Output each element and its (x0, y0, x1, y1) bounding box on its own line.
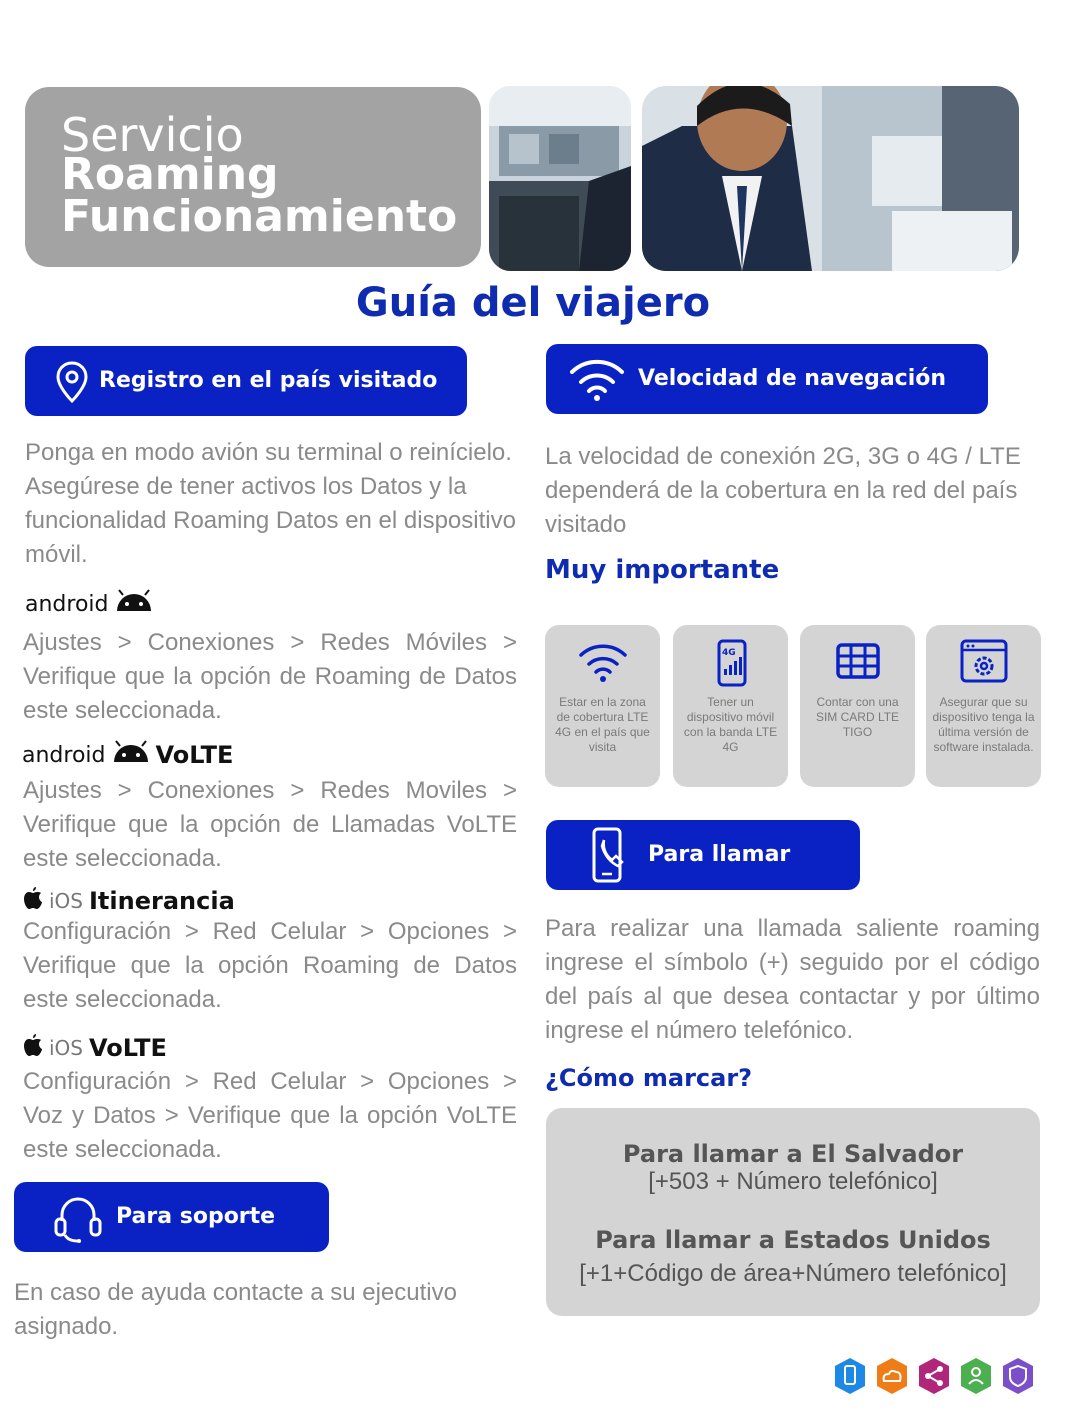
office-photo (489, 86, 631, 271)
android-heading (25, 589, 153, 619)
ios-itinerancia-text: Configuración > Red Celular > Opciones > Verifique que la opción Roaming de Datos este seleccionada. (23, 918, 517, 1013)
ios-volte-heading (23, 1033, 167, 1063)
android-text: Ajustes > Conexiones > Redes Móviles > Verifique que la opción de Roaming de Datos este seleccionada. (23, 629, 517, 724)
requirement-card (545, 625, 660, 787)
requirement-card (673, 625, 788, 787)
requirement-card (800, 625, 915, 787)
el-salvador-title: Para llamar a El Salvador (622, 1140, 964, 1168)
sim-card-icon (832, 639, 884, 685)
wifi-icon (568, 356, 626, 402)
title-line-2: Roaming (61, 149, 279, 200)
device-hex-icon (835, 1358, 865, 1394)
businessman-photo (642, 86, 1019, 271)
ios-volte-text: Configuración > Red Celular > Opciones > Voz y Datos > Verifique que la opción VoLTE este seleccionada. (23, 1068, 517, 1163)
dial-box (546, 1108, 1040, 1316)
title-line-1: Servicio (61, 108, 244, 162)
ios-itinerancia-heading (23, 886, 235, 916)
requirement-text: Contar con una SIM CARD LTE TIGO (815, 695, 900, 739)
share-hex-icon (919, 1358, 949, 1394)
velocidad-header (546, 344, 988, 414)
shield-hex-icon (1003, 1358, 1033, 1394)
android-volte-os-label: android (22, 742, 106, 768)
ios-itinerancia-title: Itinerancia (89, 887, 235, 915)
apple-icon (23, 886, 43, 916)
footer-icons (832, 1356, 1042, 1396)
guide-title: Guía del viajero (355, 280, 711, 326)
phone-call-icon (590, 826, 630, 884)
soporte-text: En caso de ayuda contacte a su ejecutivo asignado. (14, 1279, 457, 1340)
requirement-text: Estar en la zona de cobertura LTE 4G en el país que visita (555, 695, 650, 754)
android-robot-icon (112, 740, 150, 770)
requirement-text: Asegurar que su dispositivo tenga la última versión de software instalada. (932, 695, 1035, 754)
software-update-icon (958, 639, 1010, 689)
registro-label: Registro en el país visitado (99, 368, 438, 393)
requirement-text: Tener un dispositivo móvil con la banda LTE 4G (683, 695, 778, 754)
estados-unidos-format: [+1+Código de área+Número telefónico] (579, 1260, 1007, 1287)
llamar-label: Para llamar (648, 842, 791, 867)
el-salvador-format: [+503 + Número telefónico] (648, 1168, 938, 1195)
estados-unidos-title: Para llamar a Estados Unidos (595, 1226, 991, 1254)
registro-header (25, 346, 467, 416)
ios-volte-title: VoLTE (89, 1034, 167, 1062)
svg-text:4G: 4G (722, 648, 736, 658)
title-card (25, 87, 481, 267)
wifi-icon (577, 639, 629, 685)
phone-4g-icon (705, 639, 757, 689)
ios-volte-os-label: iOS (49, 1036, 83, 1060)
android-label: android (25, 591, 109, 617)
cloud-hex-icon (877, 1358, 907, 1394)
velocidad-label: Velocidad de navegación (638, 366, 947, 391)
requirement-card (926, 625, 1041, 787)
android-volte-text: Ajustes > Conexiones > Redes Moviles > Verifique que la opción de Llamadas VoLTE este seleccionada. (23, 777, 517, 872)
soporte-header (14, 1182, 329, 1252)
importante-title: Muy importante (545, 555, 780, 585)
ios-itinerancia-os-label: iOS (49, 889, 83, 913)
velocidad-text: La velocidad de conexión 2G, 3G o 4G / LTE dependerá de la cobertura en la red del país visitado (545, 443, 1021, 538)
registro-text: Ponga en modo avión su terminal o reinícielo. Asegúrese de tener activos los Datos y la funcionalidad Roaming Datos en el dispositivo móvil. (25, 439, 516, 568)
apple-icon (23, 1033, 43, 1063)
android-volte-title: VoLTE (155, 741, 234, 769)
title-line-3: Funcionamiento (61, 191, 458, 242)
marcar-title: ¿Cómo marcar? (545, 1064, 753, 1092)
headset-icon (52, 1193, 104, 1243)
user-hex-icon (961, 1358, 991, 1394)
android-robot-icon (115, 589, 153, 619)
llamar-header (546, 820, 860, 890)
location-pin-icon (53, 360, 91, 404)
android-volte-heading (22, 740, 233, 770)
soporte-label: Para soporte (116, 1204, 276, 1229)
llamar-text: Para realizar una llamada saliente roaming ingrese el símbolo (+) seguido por el código del país al que desea contactar y por último ingrese el número telefónico. (545, 915, 1040, 1044)
